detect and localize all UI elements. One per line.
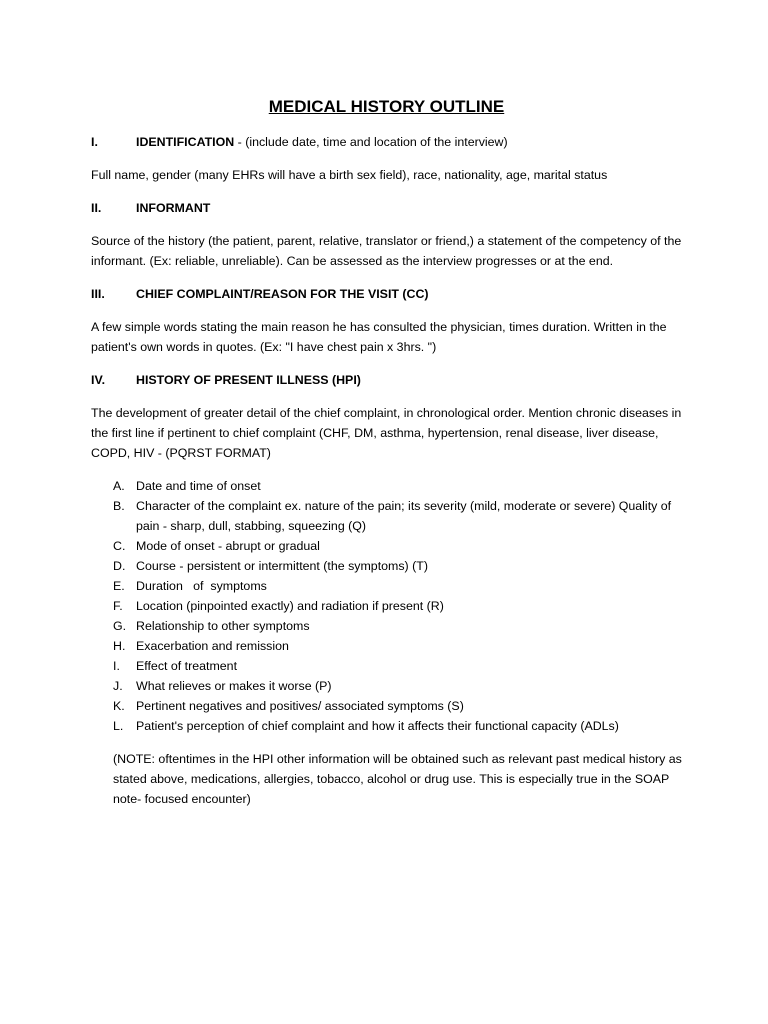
list-item-letter: H.	[113, 639, 126, 653]
section-heading-label: HISTORY OF PRESENT ILLNESS (HPI)	[136, 373, 361, 387]
list-item-letter: F.	[113, 599, 123, 613]
section-numeral: II.	[91, 201, 102, 215]
section-heading-label: CHIEF COMPLAINT/REASON FOR THE VISIT (CC)	[136, 287, 429, 301]
hpi-note: (NOTE: oftentimes in the HPI other information will be obtained such as relevant past medical history as stated above, medications, allergies, tobacco, alcohol or drug use. This is especially true in the SOAP note- focused encounter)	[113, 752, 682, 806]
list-item-text: Effect of treatment	[136, 659, 238, 673]
list-item	[113, 616, 682, 636]
list-item-text: Duration of symptoms	[136, 579, 267, 593]
list-item	[113, 716, 682, 736]
list-item	[113, 636, 682, 656]
document-title: MEDICAL HISTORY OUTLINE	[268, 97, 505, 116]
list-item	[113, 696, 682, 716]
list-item-text: Relationship to other symptoms	[136, 619, 310, 633]
section-body-hpi: The development of greater detail of the chief complaint, in chronological order. Mention chronic diseases in the first line if pertinent to chief complaint (CHF, DM, asthma, hypertension, renal disease, liver disease, COPD, HIV - (PQRST FORMAT)	[91, 406, 682, 460]
list-item	[113, 476, 682, 496]
list-item	[113, 596, 682, 616]
list-item-text: Pertinent negatives and positives/ associated symptoms (S)	[136, 699, 464, 713]
list-item	[113, 496, 682, 536]
list-item-letter: D.	[113, 559, 126, 573]
section-numeral: III.	[91, 287, 105, 301]
section-body-identification: Full name, gender (many EHRs will have a birth sex field), race, nationality, age, marital status	[91, 168, 608, 182]
list-item-letter: I.	[113, 659, 120, 673]
list-item-letter: C.	[113, 539, 126, 553]
section-heading-note: - (include date, time and location of the interview)	[234, 135, 508, 149]
list-item-letter: A.	[113, 479, 125, 493]
section-heading-hpi	[91, 370, 682, 390]
section-heading-label: IDENTIFICATION	[136, 135, 235, 149]
list-item-text: Character of the complaint ex. nature of the pain; its severity (mild, moderate or severe) Quality of pain - sharp, dull, stabbing, squeezing (Q)	[136, 499, 672, 533]
list-item	[113, 576, 682, 596]
section-heading-label: INFORMANT	[136, 201, 211, 215]
section-numeral: IV.	[91, 373, 106, 387]
list-item-letter: G.	[113, 619, 127, 633]
section-heading-chief-complaint	[91, 284, 682, 304]
section-heading-informant	[91, 198, 682, 218]
list-item-text: Course - persistent or intermittent (the symptoms) (T)	[136, 559, 428, 573]
list-item	[113, 556, 682, 576]
list-item-letter: B.	[113, 499, 125, 513]
section-body-informant: Source of the history (the patient, parent, relative, translator or friend,) a statement of the competency of the informant. (Ex: reliable, unreliable). Can be assessed as the interview progresses or at the end.	[91, 234, 682, 268]
list-item-letter: L.	[113, 719, 124, 733]
list-item-letter: J.	[113, 679, 123, 693]
list-item-text: Mode of onset - abrupt or gradual	[136, 539, 320, 553]
list-item	[113, 676, 682, 696]
list-item-text: Date and time of onset	[136, 479, 261, 493]
list-item-letter: K.	[113, 699, 125, 713]
list-item-text: Exacerbation and remission	[136, 639, 289, 653]
section-heading-text	[136, 132, 508, 152]
list-item-text: What relieves or makes it worse (P)	[136, 679, 332, 693]
list-item	[113, 536, 682, 556]
hpi-list	[91, 476, 682, 736]
list-item	[113, 656, 682, 676]
list-item-text: Patient's perception of chief complaint and how it affects their functional capacity (ADLs)	[136, 719, 619, 733]
list-item-letter: E.	[113, 579, 125, 593]
section-heading-identification	[91, 132, 682, 152]
section-numeral: I.	[91, 135, 98, 149]
section-body-chief-complaint: A few simple words stating the main reason he has consulted the physician, times duration. Written in the patient's own words in quotes. (Ex: "I have chest pain x 3hrs. ")	[91, 320, 667, 354]
list-item-text: Location (pinpointed exactly) and radiation if present (R)	[136, 599, 444, 613]
